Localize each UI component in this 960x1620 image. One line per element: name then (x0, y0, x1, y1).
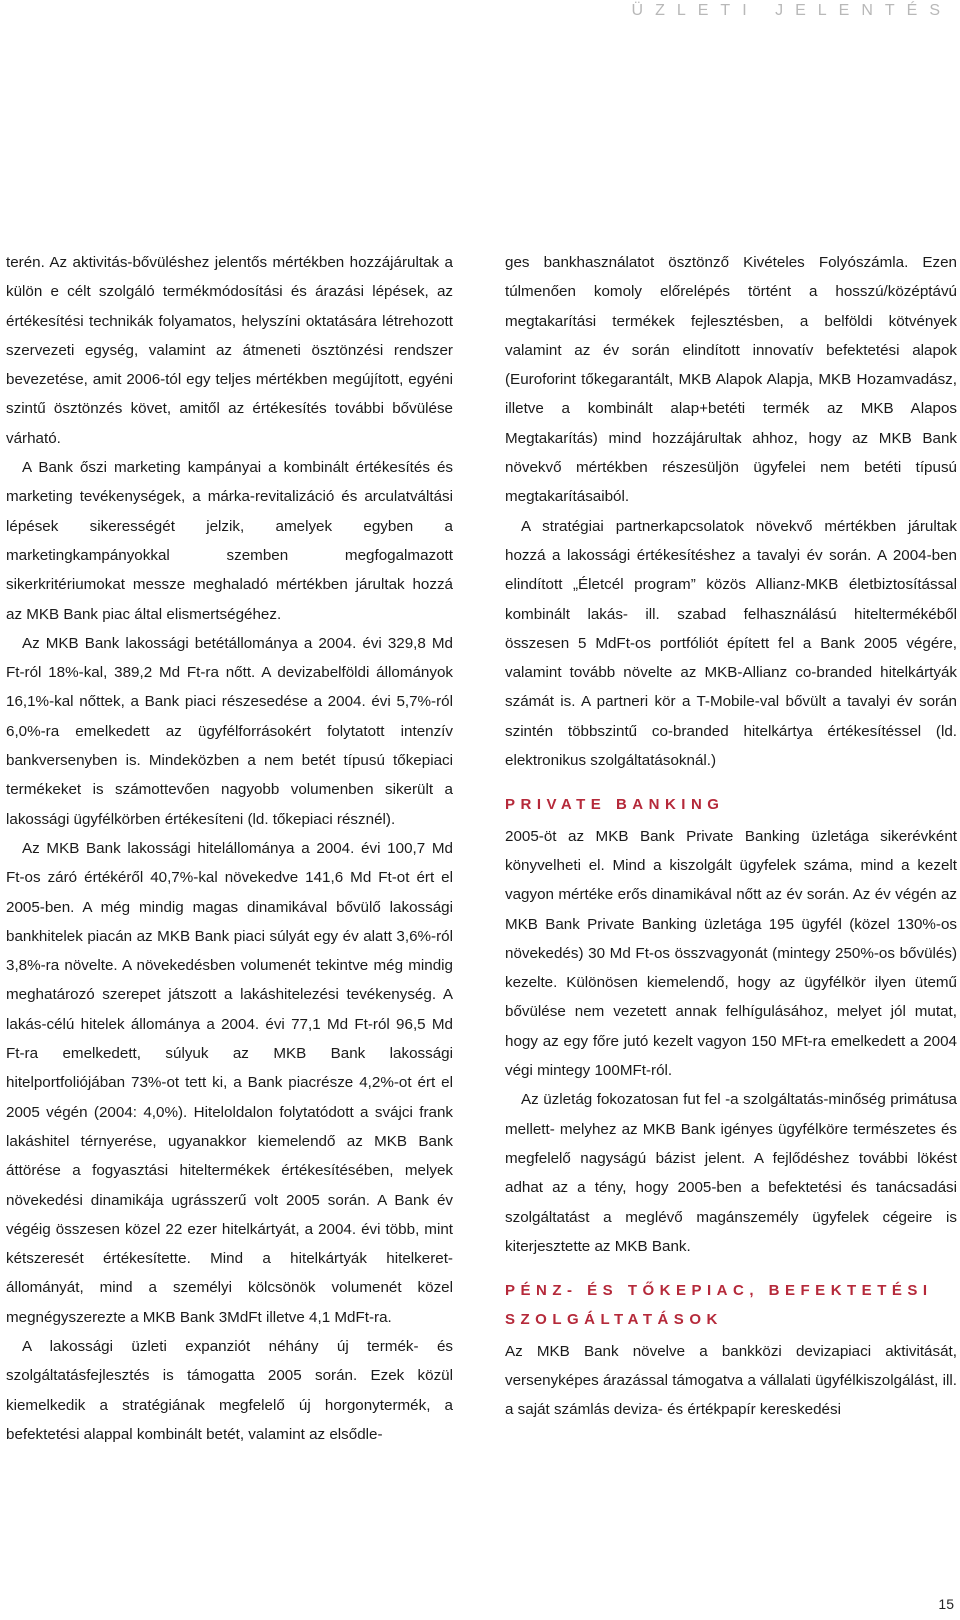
paragraph: Az MKB Bank lakossági betétállománya a 2004. évi 329,8 Md Ft-ról 18%-kal, 389,2 Md Ft-ra nőtt. A devizabelföldi állományok 16,1%-kal nőttek, a Bank piaci részesedése a 2004. évi 5,7%-ról 6,0%-ra emelkedett az ügyfélforrásokért folytatott intenzív bankversenyben is. Mindeközben a nem betét típusú tőkepiaci termékeket is számottevően nagyobb volumenben sikerült a lakossági ügyfélkörben értékesíteni (ld. tőkepiaci résznél). (6, 634, 453, 828)
paragraph: terén. Az aktivitás-bővüléshez jelentős mértékben hozzájárultak a külön e célt szolgáló termékmódosítási és árazási lépések, az értékesítési technikák folyamatos, helyszíni oktatására létrehozott szervezeti egység, valamint az átmeneti ösztönzési rendszer bevezetése, amit 2006-tól egy teljes mértékben megújított, egyéni szintű ösztönzés követ, amitől az értékesítés további bővülése várható. (6, 254, 453, 447)
section-heading-private-banking: PRIVATE BANKING (505, 796, 725, 814)
paragraph: Az MKB Bank növelve a bankközi devizapiaci aktivitását, versenyképes árazással támogatva a vállalati ügyfélkiszolgálást, ill. a saját számlás deviza- és értékpapír kereskedési (505, 1342, 957, 1419)
paragraph: Az üzletág fokozatosan fut fel -a szolgáltatás-minőség primátusa mellett- melyhez az MKB Bank igényes ügyfélköre természetes és megfelelő nagyságú bázist jelent. A fejlődéshez további lökést adhat az a tény, hogy 2005-ben a befektetési és tanácsadási szolgáltatást a meglévő magánszemély ügyfelek cégeire is kiterjesztette az MKB Bank. (505, 1091, 957, 1255)
left-column (6, 248, 453, 1449)
paragraph: 2005-öt az MKB Bank Private Banking üzletága sikerévként könyvelheti el. Mind a kiszolgált ügyfelek száma, mind a kezelt vagyon mértéke erős dinamikával nőtt az év során. Az év végén az MKB Bank Private Banking üzletága 195 ügyfél (közel 130%-os növekedés) 30 Md Ft-os összvagyonát (mintegy 250%-os bővülés) kezelte. Különösen kiemelendő, hogy az ügyfélkör ilyen ütemű bővülése nem vezetett annak felhígulásához, melyet jól mutat, hogy az egy főre jutó kezelt vagyon 150 MFt-ra emelkedett a 2004 végi mintegy 100MFt-ról. (505, 827, 957, 1080)
section-heading-capital-markets: PÉNZ- ÉS TŐKEPIAC, BEFEKTETÉSI SZOLGÁLTATÁSOK (505, 1282, 933, 1329)
paragraph: A lakossági üzleti expanziót néhány új termék- és szolgáltatásfejlesztés is támogatta 2005 során. Ezek közül kiemelkedik a stratégiának megfelelő új horgonytermék, a befektetési alappal kombinált betét, valamint az elsődle- (6, 1337, 453, 1443)
paragraph: Az MKB Bank lakossági hitelállománya a 2004. évi 100,7 Md Ft-os záró értékéről 40,7%-kal növekedve 141,6 Md Ft-ot ért el 2005-ben. A még mindig magas dinamikával bővülő lakossági bankhitelek piacán az MKB Bank piaci súlyát egy év alatt 3,6%-ról 3,8%-ra növelte. A növekedésben volumenét tekintve még mindig meghatározó szerepet játszott a lakáshitelezési tevékenység. A lakás-célú hitelek állománya a 2004. évi 77,1 Md Ft-ról 96,5 Md Ft-ra emelkedett, súlyuk az MKB Bank lakossági hitelportfoliójában 73%-ot tett ki, a Bank piacrésze 4,2%-ot ért el 2005 végén (2004: 4,0%). Hiteloldalon folytatódott a svájci frank lakáshitel térnyerése, ugyanakkor kiemelendő az MKB Bank áttörése a fogyasztási hiteltermékek értékesítésében, melyek növekedési dinamikája ugrásszerű volt 2005 során. A Bank év végéig összesen közel 22 ezer hitelkártyát, a 2004. évi több, mint kétszeresét értékesítette. Mind a hitelkártyák hitelkeret-állományát, mind a személyi kölcsönök volumenét közel megnégyszerezte a MKB Bank 3MdFt illetve 4,1 MdFt-ra. (6, 839, 453, 1326)
page-number: 15 (938, 1596, 954, 1612)
right-column (505, 248, 957, 1425)
running-header: ÜZLETI JELENTÉS (631, 2, 952, 19)
paragraph: A Bank őszi marketing kampányai a kombinált értékesítés és marketing tevékenységek, a márka-revitalizáció és arculatváltási lépések sikerességét jelzik, amelyek egyben a marketingkampányokkal szemben megfogalmazott sikerkritériumokat messze meghaladó mértékben járultak hozzá az MKB Bank piac által elismertségéhez. (6, 459, 453, 623)
paragraph: A stratégiai partnerkapcsolatok növekvő mértékben járultak hozzá a lakossági értékesítéshez a tavalyi év során. A 2004-ben elindított „Életcél program” közös Allianz-MKB életbiztosítással kombinált lakás- ill. szabad felhasználású hiteltermékéből összesen 5 MdFt-os portfóliót épített fel a Bank 2005 végére, valamint tovább növelte az MKB-Allianz co-branded hitelkártyák számát is. A partneri kör a T-Mobile-val bővült a tavalyi év során szintén többszintű co-branded hitelkártya értékesítéssel (ld. elektronikus szolgáltatásoknál.) (505, 517, 957, 770)
paragraph: ges bankhasználatot ösztönző Kivételes Folyószámla. Ezen túlmenően komoly előrelépés történt a hosszú/középtávú megtakarítási termékek fejlesztésben, a belföldi kötvények valamint az év során elindított innovatív befektetési alapok (Euroforint tőkegarantált, MKB Alapok Alapja, MKB Hozamvadász, illetve a kombinált alap+betéti termék az MKB Alapos Megtakarítás) mind hozzájárultak ahhoz, hogy az MKB Bank növekvő mértékben részesüljön ügyfelei nem betéti típusú megtakarításaiból. (505, 254, 957, 506)
